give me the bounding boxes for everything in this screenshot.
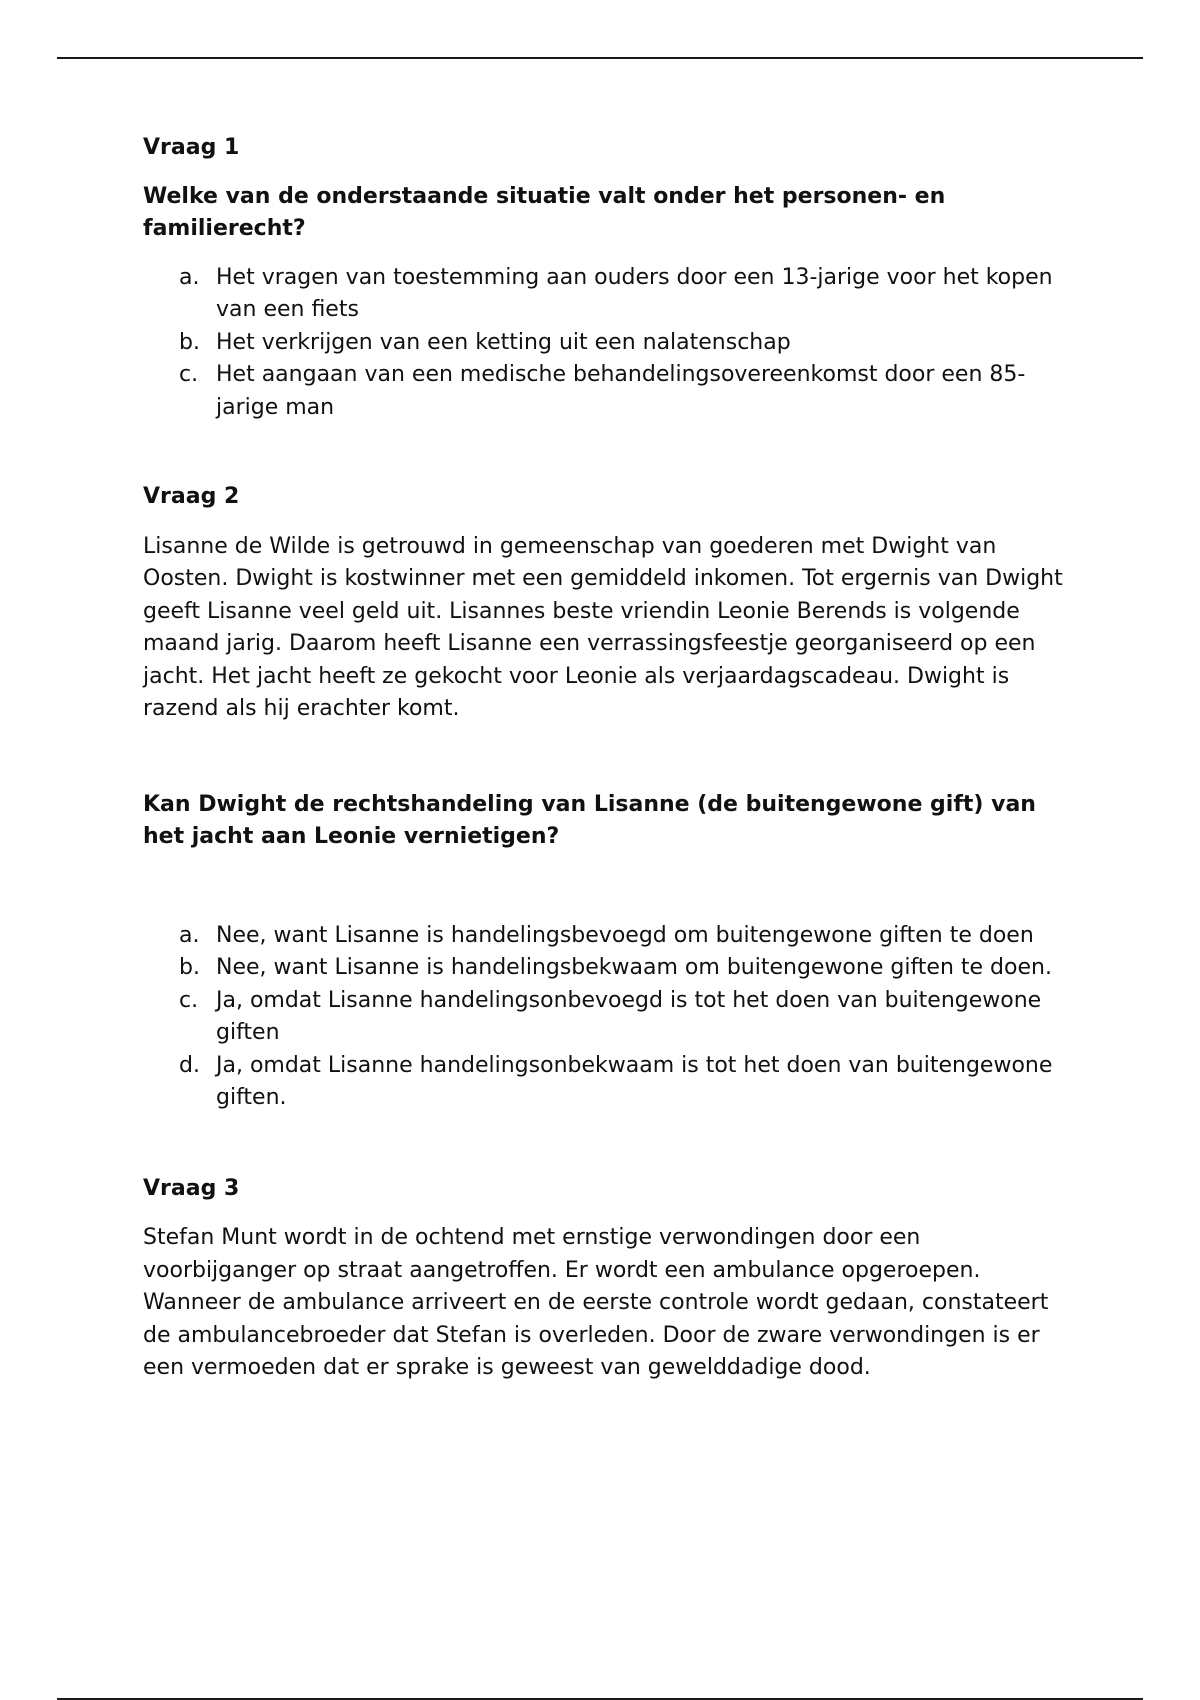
option-marker: b. <box>179 955 200 980</box>
question-3 <box>143 1173 1063 1385</box>
option-text: Ja, omdat Lisanne handelingsonbevoegd is tot het doen van buitengewone giften <box>216 987 1042 1045</box>
option-text: Nee, want Lisanne is handelingsbekwaam om buitengewone giften te doen. <box>216 955 1052 980</box>
question-2-options <box>143 920 1063 1115</box>
document-body <box>143 132 1063 1385</box>
question-2 <box>143 481 1063 1115</box>
question-1-title: Vraag 1 <box>143 135 240 160</box>
option-item <box>143 1050 1063 1115</box>
option-item <box>143 920 1063 953</box>
option-marker: a. <box>179 922 200 948</box>
option-marker: d. <box>179 1052 200 1078</box>
option-marker: b. <box>179 329 200 355</box>
option-text: Het verkrijgen van een ketting uit een nalatenschap <box>216 329 791 355</box>
question-1-prompt: Welke van de onderstaande situatie valt onder het personen- en familierecht? <box>143 183 946 241</box>
option-text: Het vragen van toestemming aan ouders door een 13-jarige voor het kopen van een fiets <box>216 264 1053 322</box>
option-text: Het aangaan van een medische behandelingsovereenkomst door een 85-jarige man <box>216 362 1026 420</box>
option-text: Nee, want Lisanne is handelingsbevoegd om buitengewone giften te doen <box>216 922 1034 948</box>
question-2-case: Lisanne de Wilde is getrouwd in gemeenschap van goederen met Dwight van Oosten. Dwight is kostwinner met een gemiddeld inkomen. Tot ergernis van Dwight geeft Lisanne veel geld uit. Lisannes beste vriendin Leonie Berends is volgende maand jarig. Daarom heeft Lisanne een verrassingsfeestje georganiseerd op een jacht. Het jacht heeft ze gekocht voor Leonie als verjaardagscadeau. Dwight is razend als hij erachter komt. <box>143 533 1063 721</box>
option-item <box>143 262 1063 327</box>
question-1 <box>143 132 1063 424</box>
question-3-title: Vraag 3 <box>143 1175 240 1201</box>
option-item <box>143 985 1063 1050</box>
option-marker: c. <box>179 362 199 387</box>
question-1-options <box>143 262 1063 425</box>
option-item <box>143 952 1063 985</box>
option-marker: a. <box>179 264 200 290</box>
option-marker: c. <box>179 987 199 1013</box>
top-rule <box>57 57 1143 59</box>
option-text: Ja, omdat Lisanne handelingsonbekwaam is tot het doen van buitengewone giften. <box>216 1052 1053 1110</box>
question-3-case: Stefan Munt wordt in de ochtend met ernstige verwondingen door een voorbijganger op straat aangetroffen. Er wordt een ambulance opgeroepen. Wanneer de ambulance arriveert en de eerste controle wordt gedaan, constateert de ambulancebroeder dat Stefan is overleden. Door de zware verwondingen is er een vermoeden dat er sprake is geweest van gewelddadige dood. <box>143 1225 1049 1380</box>
option-item <box>143 359 1063 424</box>
question-2-title: Vraag 2 <box>143 484 240 509</box>
option-item <box>143 327 1063 360</box>
question-2-prompt: Kan Dwight de rechtshandeling van Lisanne (de buitengewone gift) van het jacht aan Leonie vernietigen? <box>143 791 1036 849</box>
